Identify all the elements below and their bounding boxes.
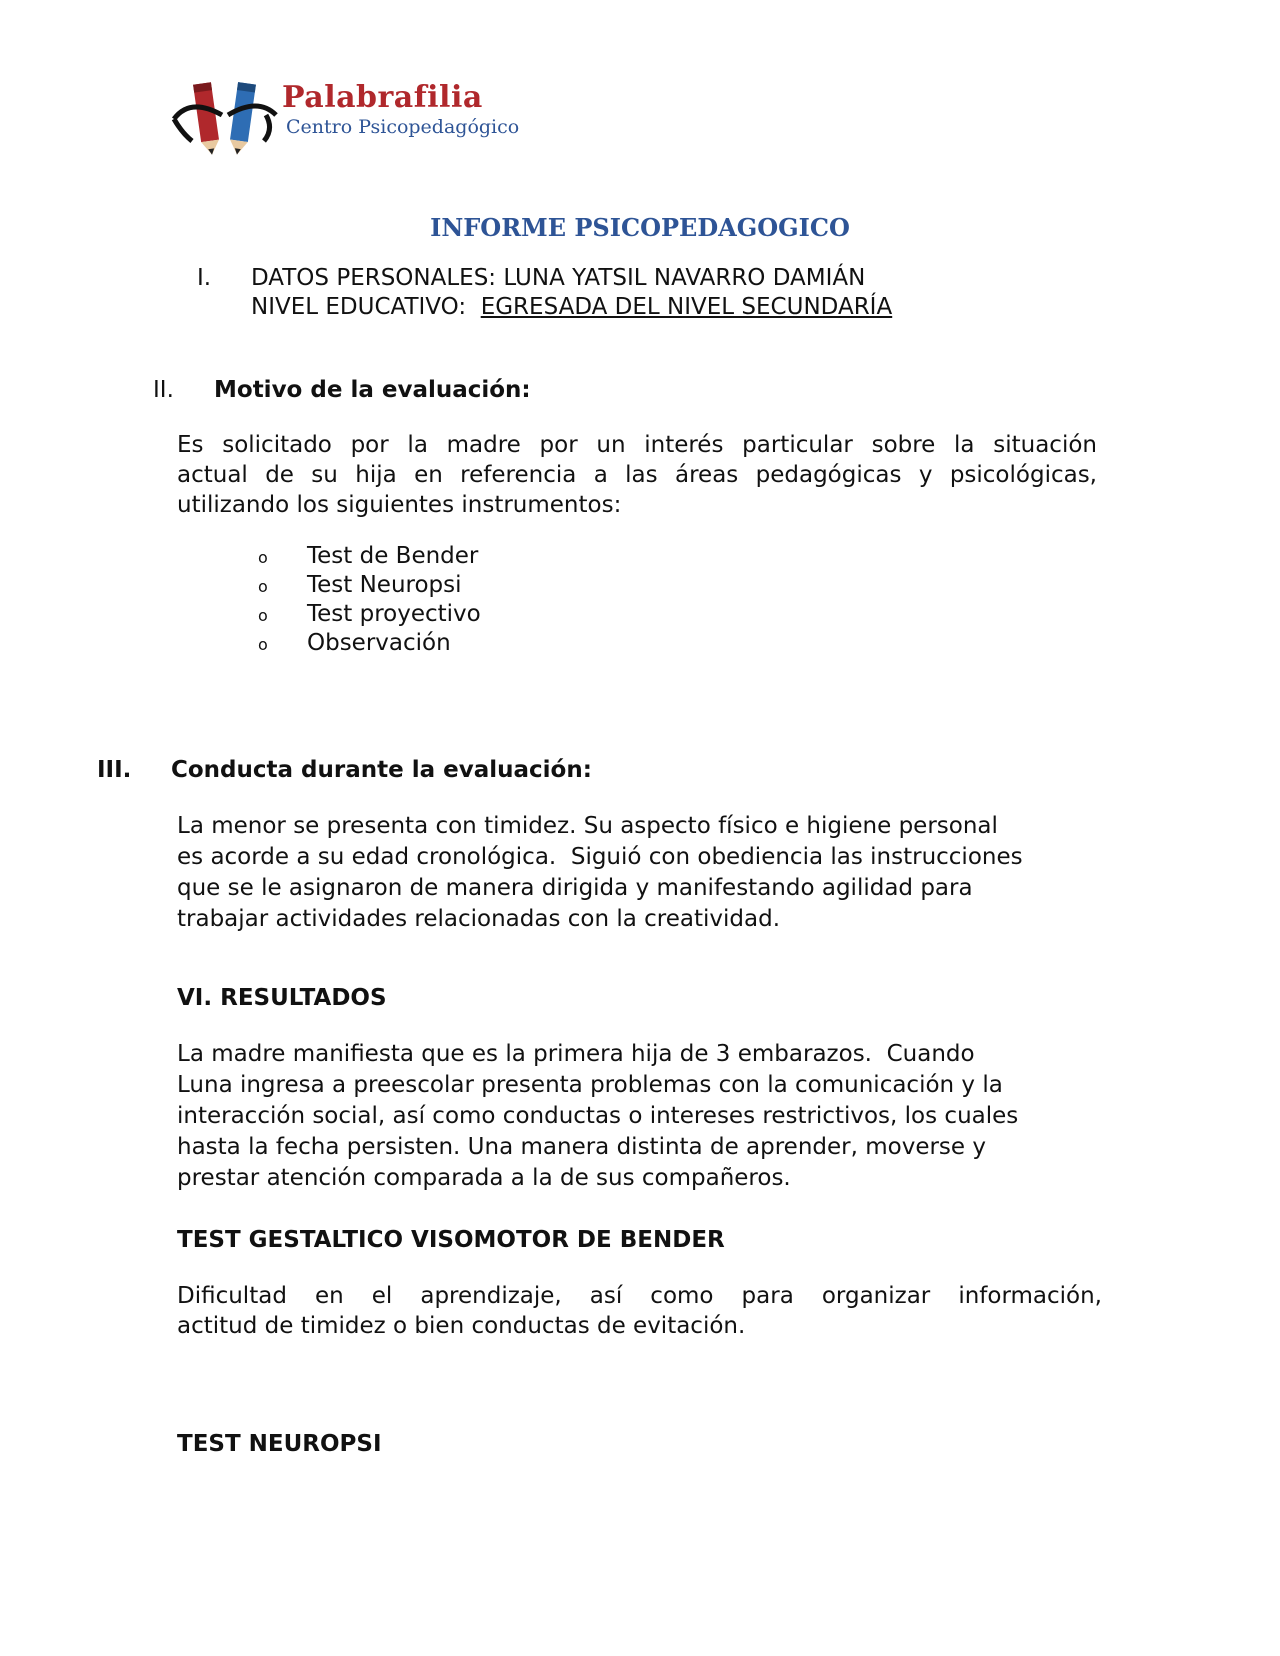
bender-paragraph [177, 1281, 1102, 1341]
education-level-label: NIVEL EDUCATIVO: [251, 294, 467, 320]
logo-name: Palabrafilia [282, 80, 483, 115]
section2-heading: Motivo de la evaluación: [214, 377, 531, 403]
paragraph-line: Es solicitado por la madre por un interés particular sobre la situación [177, 432, 1097, 458]
bender-heading: TEST GESTALTICO VISOMOTOR DE BENDER [177, 1227, 725, 1253]
paragraph-line: La menor se presenta con timidez. Su aspecto físico e higiene personal [177, 813, 998, 839]
instrument-label: Test de Bender [307, 543, 479, 569]
section3-numeral: III. [97, 757, 132, 783]
section3-paragraph [177, 811, 1107, 935]
paragraph-line: Luna ingresa a preescolar presenta problemas con la comunicación y la [177, 1072, 1003, 1098]
bullet-marker: o [258, 606, 268, 625]
results-heading: VI. RESULTADOS [177, 985, 387, 1011]
personal-data-label: DATOS PERSONALES: [251, 265, 497, 291]
section1-numeral: I. [197, 265, 212, 291]
education-level-value: EGRESADA DEL NIVEL SECUNDARÍA [480, 294, 893, 320]
neuropsi-heading: TEST NEUROPSI [177, 1431, 382, 1457]
logo [170, 75, 550, 163]
crossed-pencils-logo-icon [170, 75, 280, 163]
education-level-line [251, 292, 892, 322]
paragraph-line: interacción social, así como conductas o intereses restrictivos, los cuales [177, 1103, 1019, 1129]
paragraph-line: es acorde a su edad cronológica. Siguió con obediencia las instrucciones [177, 844, 1023, 870]
logo-subtitle: Centro Psicopedagógico [286, 116, 520, 138]
paragraph-line: actual de su hija en referencia a las áreas pedagógicas y psicológicas, [177, 462, 1097, 488]
paragraph-line: trabajar actividades relacionadas con la creatividad. [177, 906, 781, 932]
paragraph-line: utilizando los siguientes instrumentos: [177, 492, 622, 518]
paragraph-line: La madre manifiesta que es la primera hija de 3 embarazos. Cuando [177, 1041, 975, 1067]
paragraph-line: Dificultad en el aprendizaje, así como para organizar información, [177, 1283, 1102, 1309]
instrument-label: Test proyectivo [307, 601, 481, 627]
report-title: INFORME PSICOPEDAGOGICO [430, 213, 850, 242]
section2-numeral: II. [153, 377, 174, 403]
paragraph-line: que se le asignaron de manera dirigida y manifestando agilidad para [177, 875, 973, 901]
paragraph-line: prestar atención comparada a la de sus compañeros. [177, 1165, 791, 1191]
personal-data-line [251, 263, 865, 293]
student-name: LUNA YATSIL NAVARRO DAMIÁN [503, 265, 866, 291]
instrument-label: Test Neuropsi [307, 572, 462, 598]
paragraph-line: actitud de timidez o bien conductas de evitación. [177, 1313, 746, 1339]
bullet-marker: o [258, 577, 268, 596]
paragraph-line: hasta la fecha persisten. Una manera distinta de aprender, moverse y [177, 1134, 986, 1160]
bullet-marker: o [258, 548, 268, 567]
instrument-label: Observación [307, 630, 451, 656]
bullet-marker: o [258, 635, 268, 654]
section3-heading: Conducta durante la evaluación: [171, 757, 592, 783]
section2-paragraph [177, 430, 1097, 520]
results-paragraph [177, 1039, 1107, 1194]
